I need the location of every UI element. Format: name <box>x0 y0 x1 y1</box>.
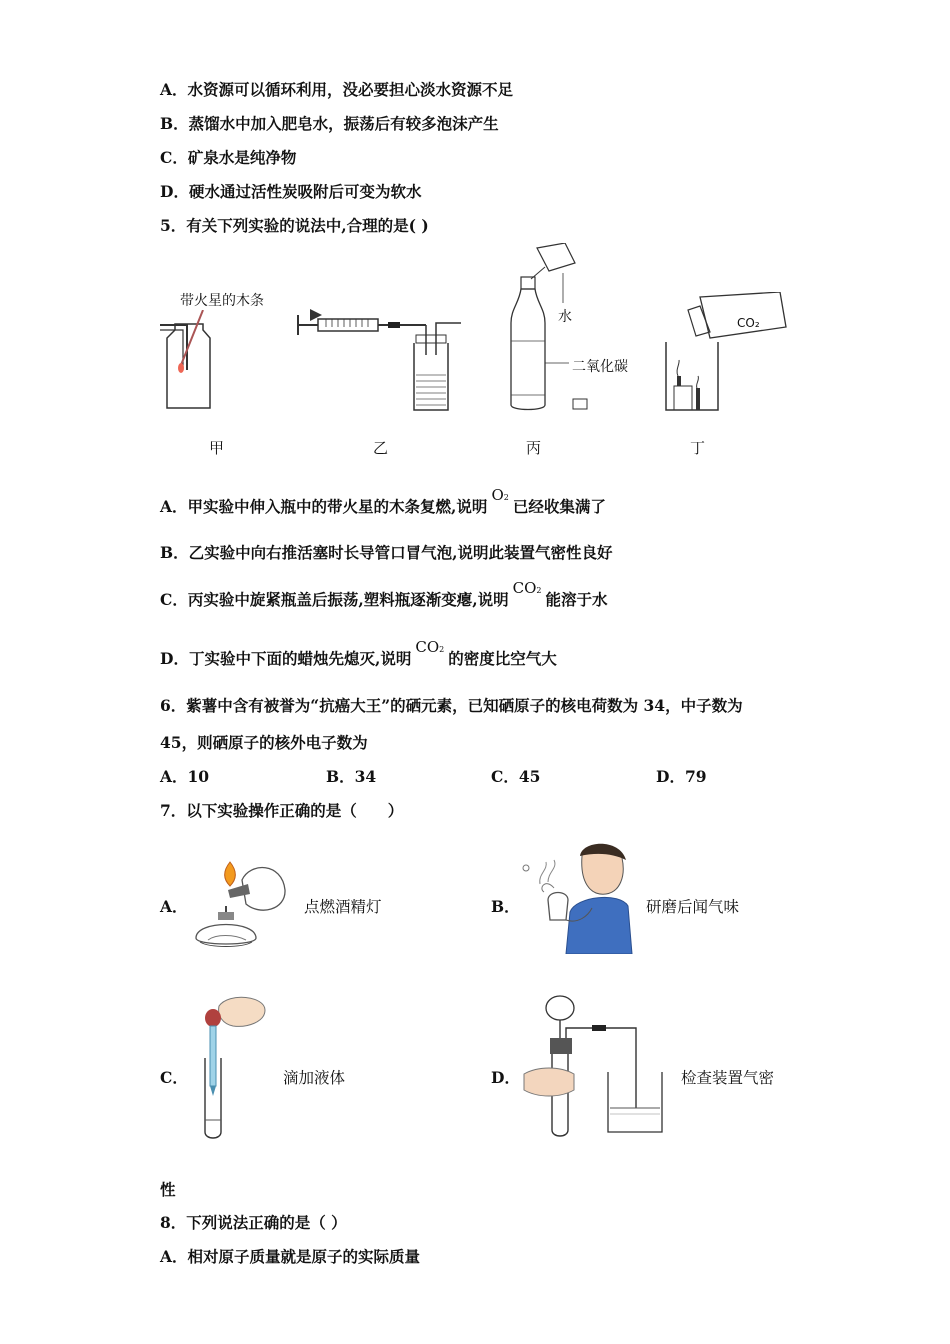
q6-stem-line2: 45，则硒原子的核外电子数为 <box>160 733 368 752</box>
figure-ding-apparatus <box>660 292 790 414</box>
q8-option-a: A．相对原子质量就是原子的实际质量 <box>160 1247 421 1266</box>
q5-option-a <box>160 486 606 517</box>
dropper-image <box>193 992 268 1142</box>
figure-bing-apparatus <box>505 243 595 415</box>
q7-option-d-letter: D． <box>491 1068 520 1087</box>
q7-option-a-text: 点燃酒精灯 <box>304 898 382 916</box>
q5-c-text: C．丙实验中旋紧瓶盖后振荡,塑料瓶逐渐变瘪,说明 <box>160 590 509 609</box>
label-bing: 丙 <box>526 439 542 457</box>
q5-option-c <box>160 579 608 610</box>
q7-option-c-text: 滴加液体 <box>283 1069 346 1087</box>
q5-d-text: D．丁实验中下面的蜡烛先熄灭,说明 <box>160 649 412 668</box>
q5-option-d <box>160 638 557 669</box>
q5-d-tail: 的密度比空气大 <box>448 649 557 668</box>
q7-option-d-text: 检查装置气密 <box>681 1069 775 1087</box>
match-label: 带火星的木条 <box>180 293 264 309</box>
formula-co2: CO2 <box>512 579 542 597</box>
water-label: 水 <box>558 309 572 325</box>
q5-a-tail: 已经收集满了 <box>512 497 606 516</box>
q7-option-b-letter: B． <box>491 897 520 916</box>
q6-option-d: D．79 <box>656 767 707 786</box>
figure-jia-apparatus <box>155 310 225 415</box>
label-ding: 丁 <box>690 439 706 457</box>
figure-yi-apparatus <box>296 305 471 415</box>
q5-a-text: A．甲实验中伸入瓶中的带火星的木条复燃,说明 <box>160 497 488 516</box>
q7-option-d-text-cont: 性 <box>160 1180 176 1199</box>
formula-o2: O2 <box>491 486 509 504</box>
formula-co2: CO2 <box>415 638 445 656</box>
q7-option-c-letter: C． <box>160 1068 188 1087</box>
smelling-boy-image <box>518 842 636 954</box>
q4-option-c: C．矿泉水是纯净物 <box>160 148 297 167</box>
label-jia: 甲 <box>209 439 225 457</box>
q4-option-d: D．硬水通过活性炭吸附后可变为软水 <box>160 182 422 201</box>
q6-option-a: A．10 <box>160 767 210 786</box>
airtightness-check-image <box>520 990 670 1138</box>
q5-option-b: B．乙实验中向右推活塞时长导管口冒气泡,说明此装置气密性良好 <box>160 543 613 562</box>
q6-option-b: B．34 <box>326 767 377 786</box>
q4-option-a: A．水资源可以循环利用，没必要担心淡水资源不足 <box>160 80 514 99</box>
q5-stem: 5．有关下列实验的说法中,合理的是( ) <box>160 216 429 235</box>
q4-option-b: B．蒸馏水中加入肥皂水，振荡后有较多泡沫产生 <box>160 114 499 133</box>
q7-option-a-letter: A． <box>160 897 188 916</box>
co2-label: 二氧化碳 <box>572 359 628 375</box>
q6-option-c: C．45 <box>491 767 541 786</box>
co2-bottle-label: CO₂ <box>737 316 760 330</box>
q5-c-tail: 能溶于水 <box>545 590 608 609</box>
alcohol-lamp-image <box>190 850 295 950</box>
q7-option-b-text: 研磨后闻气味 <box>646 898 740 916</box>
q7-stem: 7．以下实验操作正确的是（ ） <box>160 801 404 820</box>
q8-stem: 8．下列说法正确的是（ ） <box>160 1213 347 1232</box>
label-yi: 乙 <box>373 439 389 457</box>
q6-stem-line1: 6．紫薯中含有被誉为“抗癌大王”的硒元素，已知硒原子的核电荷数为 34，中子数为 <box>160 696 743 715</box>
